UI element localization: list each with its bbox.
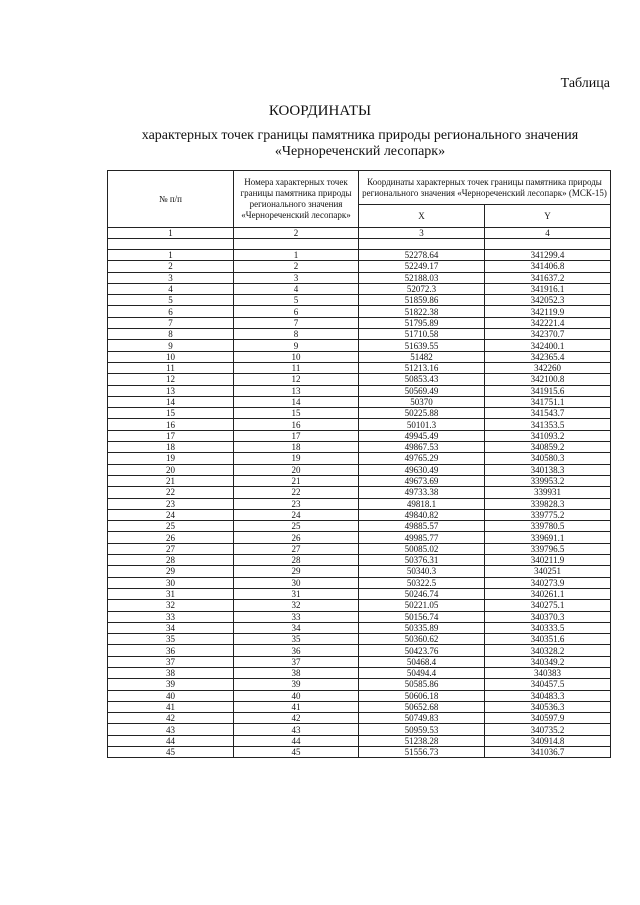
table-row — [108, 543, 611, 554]
point-number-cell: 40 — [234, 690, 359, 701]
y-coordinate-cell: 340597.9 — [485, 713, 611, 724]
table-row — [108, 690, 611, 701]
table-row — [108, 442, 611, 453]
x-coordinate-cell: 49630.49 — [359, 464, 485, 475]
y-coordinate-cell: 340457.5 — [485, 679, 611, 690]
table-row — [108, 645, 611, 656]
x-coordinate-cell: 51710.58 — [359, 329, 485, 340]
table-label: Таблица — [560, 76, 610, 91]
table-row — [108, 588, 611, 599]
x-coordinate-cell: 50246.74 — [359, 588, 485, 599]
row-number-cell: 45 — [108, 747, 234, 758]
y-coordinate-cell: 340914.8 — [485, 735, 611, 746]
x-coordinate-cell: 50340.3 — [359, 566, 485, 577]
point-number-cell: 41 — [234, 701, 359, 712]
table-row — [108, 577, 611, 588]
point-number-cell: 13 — [234, 385, 359, 396]
row-number-cell: 32 — [108, 600, 234, 611]
table-row — [108, 498, 611, 509]
y-coordinate-cell: 339828.3 — [485, 498, 611, 509]
row-number-cell: 43 — [108, 724, 234, 735]
y-coordinate-cell: 342365.4 — [485, 351, 611, 362]
table-row — [108, 430, 611, 441]
row-number-cell: 31 — [108, 588, 234, 599]
y-coordinate-cell: 340275.1 — [485, 600, 611, 611]
x-coordinate-cell: 50423.76 — [359, 645, 485, 656]
row-number-cell: 25 — [108, 521, 234, 532]
y-coordinate-cell: 339691.1 — [485, 532, 611, 543]
point-number-cell: 20 — [234, 464, 359, 475]
row-number-cell: 16 — [108, 419, 234, 430]
row-number-cell: 38 — [108, 667, 234, 678]
point-number-cell: 26 — [234, 532, 359, 543]
x-coordinate-cell: 50959.53 — [359, 724, 485, 735]
point-number-cell: 17 — [234, 430, 359, 441]
table-row — [108, 566, 611, 577]
row-number-cell: 10 — [108, 351, 234, 362]
point-number-cell: 10 — [234, 351, 359, 362]
x-coordinate-cell: 52072.3 — [359, 283, 485, 294]
header-number: № п/п — [108, 171, 234, 228]
y-coordinate-cell: 340383 — [485, 667, 611, 678]
x-coordinate-cell: 50376.31 — [359, 555, 485, 566]
y-coordinate-cell: 340328.2 — [485, 645, 611, 656]
table-row — [108, 362, 611, 373]
y-coordinate-cell: 342052.3 — [485, 295, 611, 306]
x-coordinate-cell: 51859.86 — [359, 295, 485, 306]
x-coordinate-cell: 50606.18 — [359, 690, 485, 701]
x-coordinate-cell: 49867.53 — [359, 442, 485, 453]
x-coordinate-cell: 50569.49 — [359, 385, 485, 396]
table-row — [108, 735, 611, 746]
row-number-cell: 39 — [108, 679, 234, 690]
y-coordinate-cell: 341036.7 — [485, 747, 611, 758]
x-coordinate-cell: 51213.16 — [359, 362, 485, 373]
row-number-cell: 26 — [108, 532, 234, 543]
row-number-cell: 2 — [108, 261, 234, 272]
x-coordinate-cell: 49885.57 — [359, 521, 485, 532]
point-number-cell: 23 — [234, 498, 359, 509]
y-coordinate-cell: 342400.1 — [485, 340, 611, 351]
table-row — [108, 611, 611, 622]
table-row — [108, 408, 611, 419]
point-number-cell: 43 — [234, 724, 359, 735]
table-row — [108, 713, 611, 724]
point-number-cell: 29 — [234, 566, 359, 577]
y-coordinate-cell: 340859.2 — [485, 442, 611, 453]
table-row — [108, 555, 611, 566]
y-coordinate-cell: 342260 — [485, 362, 611, 373]
point-number-cell: 18 — [234, 442, 359, 453]
y-coordinate-cell: 339780.5 — [485, 521, 611, 532]
y-coordinate-cell: 341915.6 — [485, 385, 611, 396]
y-coordinate-cell: 341637.2 — [485, 272, 611, 283]
table-row — [108, 340, 611, 351]
x-coordinate-cell: 51822.38 — [359, 306, 485, 317]
blank-row — [108, 239, 611, 250]
row-number-cell: 5 — [108, 295, 234, 306]
x-coordinate-cell: 50749.83 — [359, 713, 485, 724]
x-coordinate-cell: 52278.64 — [359, 250, 485, 261]
point-number-cell: 3 — [234, 272, 359, 283]
y-coordinate-cell: 340251 — [485, 566, 611, 577]
point-number-cell: 22 — [234, 487, 359, 498]
row-number-cell: 11 — [108, 362, 234, 373]
x-coordinate-cell: 50585.86 — [359, 679, 485, 690]
y-coordinate-cell: 340735.2 — [485, 724, 611, 735]
y-coordinate-cell: 340261.1 — [485, 588, 611, 599]
header-y: Y — [485, 205, 611, 228]
table-row — [108, 295, 611, 306]
x-coordinate-cell: 52188.03 — [359, 272, 485, 283]
y-coordinate-cell: 342221.4 — [485, 317, 611, 328]
table-row — [108, 396, 611, 407]
point-number-cell: 11 — [234, 362, 359, 373]
table-row — [108, 724, 611, 735]
point-number-cell: 45 — [234, 747, 359, 758]
x-coordinate-cell: 50225.88 — [359, 408, 485, 419]
y-coordinate-cell: 342100.8 — [485, 374, 611, 385]
point-number-cell: 12 — [234, 374, 359, 385]
table-row — [108, 747, 611, 758]
column-index: 3 — [359, 228, 485, 239]
table-row — [108, 374, 611, 385]
table-row — [108, 475, 611, 486]
y-coordinate-cell: 339931 — [485, 487, 611, 498]
y-coordinate-cell: 341751.1 — [485, 396, 611, 407]
table-row — [108, 329, 611, 340]
x-coordinate-cell: 49818.1 — [359, 498, 485, 509]
row-number-cell: 4 — [108, 283, 234, 294]
table-row — [108, 701, 611, 712]
x-coordinate-cell: 51238.28 — [359, 735, 485, 746]
table-row — [108, 453, 611, 464]
row-number-cell: 17 — [108, 430, 234, 441]
table-row — [108, 283, 611, 294]
row-number-cell: 33 — [108, 611, 234, 622]
row-number-cell: 36 — [108, 645, 234, 656]
x-coordinate-cell: 50468.4 — [359, 656, 485, 667]
x-coordinate-cell: 49733.38 — [359, 487, 485, 498]
x-coordinate-cell: 49945.49 — [359, 430, 485, 441]
x-coordinate-cell: 50853.43 — [359, 374, 485, 385]
y-coordinate-cell: 342370.7 — [485, 329, 611, 340]
table-body — [108, 250, 611, 758]
row-number-cell: 34 — [108, 622, 234, 633]
x-coordinate-cell: 51556.73 — [359, 747, 485, 758]
row-number-cell: 37 — [108, 656, 234, 667]
point-number-cell: 36 — [234, 645, 359, 656]
row-number-cell: 12 — [108, 374, 234, 385]
row-number-cell: 35 — [108, 634, 234, 645]
table-row — [108, 419, 611, 430]
table-row — [108, 250, 611, 261]
table-row — [108, 351, 611, 362]
row-number-cell: 41 — [108, 701, 234, 712]
x-coordinate-cell: 50221.05 — [359, 600, 485, 611]
point-number-cell: 14 — [234, 396, 359, 407]
y-coordinate-cell: 340370.3 — [485, 611, 611, 622]
point-number-cell: 15 — [234, 408, 359, 419]
table-row — [108, 464, 611, 475]
y-coordinate-cell: 340351.6 — [485, 634, 611, 645]
table-row — [108, 679, 611, 690]
point-number-cell: 16 — [234, 419, 359, 430]
row-number-cell: 18 — [108, 442, 234, 453]
x-coordinate-cell: 51795.89 — [359, 317, 485, 328]
point-number-cell: 5 — [234, 295, 359, 306]
table-row — [108, 600, 611, 611]
y-coordinate-cell: 341916.1 — [485, 283, 611, 294]
x-coordinate-cell: 50370 — [359, 396, 485, 407]
x-coordinate-cell: 49840.82 — [359, 509, 485, 520]
point-number-cell: 19 — [234, 453, 359, 464]
blank-cell — [234, 239, 359, 250]
table-row — [108, 487, 611, 498]
header-point-numbers: Номера характерных точек границы памятника природы регионального значения «Чернореченский лесопарк» — [234, 171, 359, 228]
row-number-cell: 19 — [108, 453, 234, 464]
y-coordinate-cell: 340349.2 — [485, 656, 611, 667]
y-coordinate-cell: 340273.9 — [485, 577, 611, 588]
point-number-cell: 4 — [234, 283, 359, 294]
row-number-cell: 23 — [108, 498, 234, 509]
point-number-cell: 24 — [234, 509, 359, 520]
header-coordinates: Координаты характерных точек границы памятника природы регионального значения «Чернореченский лесопарк» (МСК-15) — [359, 171, 611, 205]
table-row — [108, 317, 611, 328]
point-number-cell: 25 — [234, 521, 359, 532]
y-coordinate-cell: 340536.3 — [485, 701, 611, 712]
y-coordinate-cell: 339796.5 — [485, 543, 611, 554]
row-number-cell: 7 — [108, 317, 234, 328]
point-number-cell: 39 — [234, 679, 359, 690]
point-number-cell: 21 — [234, 475, 359, 486]
x-coordinate-cell: 49985.77 — [359, 532, 485, 543]
y-coordinate-cell: 341353.5 — [485, 419, 611, 430]
point-number-cell: 30 — [234, 577, 359, 588]
table-row — [108, 521, 611, 532]
table-row — [108, 509, 611, 520]
y-coordinate-cell: 340333.5 — [485, 622, 611, 633]
point-number-cell: 33 — [234, 611, 359, 622]
row-number-cell: 40 — [108, 690, 234, 701]
row-number-cell: 24 — [108, 509, 234, 520]
row-number-cell: 30 — [108, 577, 234, 588]
point-number-cell: 28 — [234, 555, 359, 566]
point-number-cell: 44 — [234, 735, 359, 746]
row-number-cell: 9 — [108, 340, 234, 351]
table-row — [108, 667, 611, 678]
y-coordinate-cell: 340483.3 — [485, 690, 611, 701]
table-row — [108, 656, 611, 667]
x-coordinate-cell: 49765.29 — [359, 453, 485, 464]
point-number-cell: 9 — [234, 340, 359, 351]
point-number-cell: 7 — [234, 317, 359, 328]
x-coordinate-cell: 50652.68 — [359, 701, 485, 712]
row-number-cell: 1 — [108, 250, 234, 261]
table-row — [108, 385, 611, 396]
row-number-cell: 20 — [108, 464, 234, 475]
point-number-cell: 37 — [234, 656, 359, 667]
header-x: X — [359, 205, 485, 228]
row-number-cell: 28 — [108, 555, 234, 566]
row-number-cell: 44 — [108, 735, 234, 746]
x-coordinate-cell: 50322.5 — [359, 577, 485, 588]
y-coordinate-cell: 340138.3 — [485, 464, 611, 475]
y-coordinate-cell: 340580.3 — [485, 453, 611, 464]
blank-cell — [108, 239, 234, 250]
row-number-cell: 15 — [108, 408, 234, 419]
y-coordinate-cell: 339953.2 — [485, 475, 611, 486]
x-coordinate-cell: 50085.02 — [359, 543, 485, 554]
table-row — [108, 272, 611, 283]
x-coordinate-cell: 50156.74 — [359, 611, 485, 622]
x-coordinate-cell: 50335.89 — [359, 622, 485, 633]
y-coordinate-cell: 341093.2 — [485, 430, 611, 441]
document-subtitle: характерных точек границы памятника природы регионального значения «Чернореченский лесопарк» — [141, 128, 579, 159]
table-row — [108, 306, 611, 317]
y-coordinate-cell: 342119.9 — [485, 306, 611, 317]
point-number-cell: 31 — [234, 588, 359, 599]
point-number-cell: 27 — [234, 543, 359, 554]
point-number-cell: 38 — [234, 667, 359, 678]
point-number-cell: 2 — [234, 261, 359, 272]
coordinates-table — [107, 170, 611, 758]
y-coordinate-cell: 339775.2 — [485, 509, 611, 520]
row-number-cell: 22 — [108, 487, 234, 498]
y-coordinate-cell: 340211.9 — [485, 555, 611, 566]
table-row — [108, 532, 611, 543]
row-number-cell: 3 — [108, 272, 234, 283]
point-number-cell: 6 — [234, 306, 359, 317]
row-number-cell: 42 — [108, 713, 234, 724]
row-number-cell: 29 — [108, 566, 234, 577]
column-index: 1 — [108, 228, 234, 239]
x-coordinate-cell: 50494.4 — [359, 667, 485, 678]
point-number-cell: 1 — [234, 250, 359, 261]
blank-cell — [485, 239, 611, 250]
table-row — [108, 634, 611, 645]
column-index: 2 — [234, 228, 359, 239]
y-coordinate-cell: 341543.7 — [485, 408, 611, 419]
x-coordinate-cell: 52249.17 — [359, 261, 485, 272]
y-coordinate-cell: 341299.4 — [485, 250, 611, 261]
point-number-cell: 34 — [234, 622, 359, 633]
y-coordinate-cell: 341406.8 — [485, 261, 611, 272]
x-coordinate-cell: 51639.55 — [359, 340, 485, 351]
x-coordinate-cell: 49673.69 — [359, 475, 485, 486]
row-number-cell: 6 — [108, 306, 234, 317]
point-number-cell: 8 — [234, 329, 359, 340]
x-coordinate-cell: 50101.3 — [359, 419, 485, 430]
row-number-cell: 21 — [108, 475, 234, 486]
x-coordinate-cell: 50360.62 — [359, 634, 485, 645]
row-number-cell: 14 — [108, 396, 234, 407]
column-index-row — [108, 228, 611, 239]
blank-cell — [359, 239, 485, 250]
row-number-cell: 13 — [108, 385, 234, 396]
point-number-cell: 35 — [234, 634, 359, 645]
row-number-cell: 8 — [108, 329, 234, 340]
table-row — [108, 622, 611, 633]
document-title: КООРДИНАТЫ — [268, 103, 372, 119]
table-row — [108, 261, 611, 272]
column-index: 4 — [485, 228, 611, 239]
point-number-cell: 42 — [234, 713, 359, 724]
x-coordinate-cell: 51482 — [359, 351, 485, 362]
row-number-cell: 27 — [108, 543, 234, 554]
point-number-cell: 32 — [234, 600, 359, 611]
